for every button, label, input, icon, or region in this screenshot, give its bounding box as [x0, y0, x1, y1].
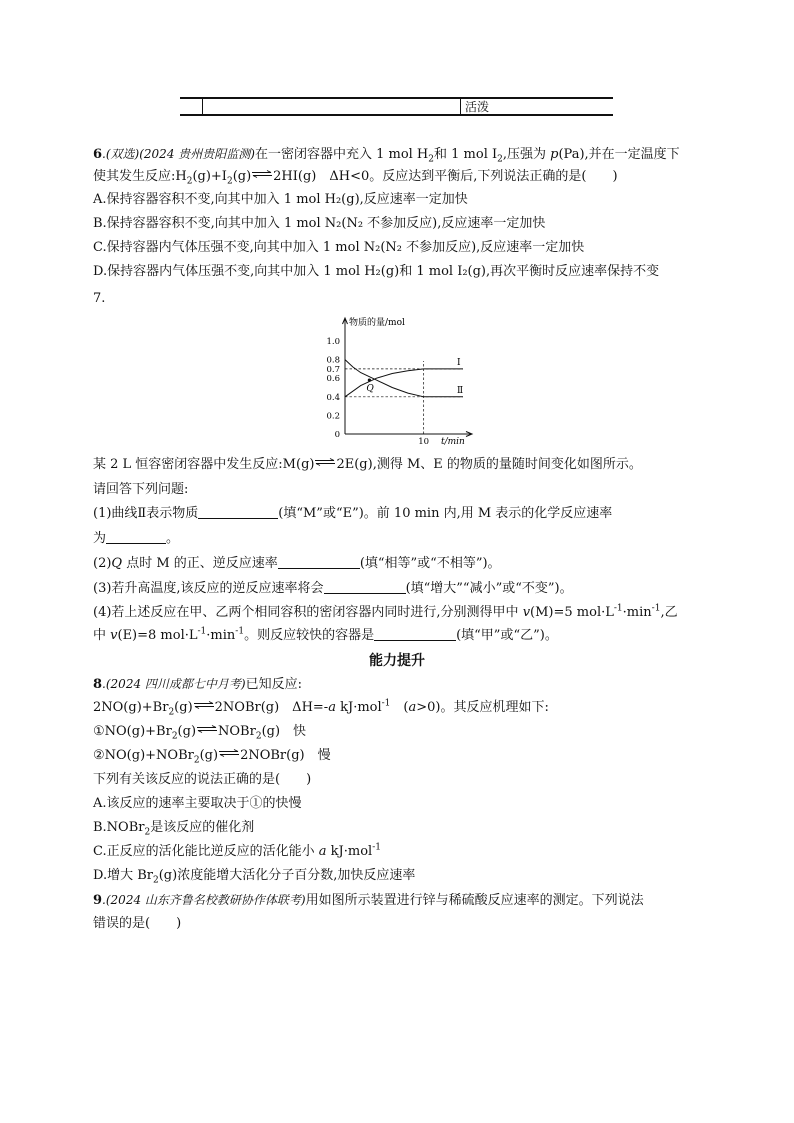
series-line-2	[345, 357, 463, 397]
q6-text: 和 1 mol I	[434, 147, 498, 162]
q7-text: (填“增大”“减小”或“不变”)。	[405, 581, 573, 596]
superscript: -1	[372, 842, 381, 853]
q7-text: (3)若升高温度,该反应的逆反应速率将会	[93, 581, 324, 596]
q8-text: 是该反应的催化剂	[150, 820, 255, 835]
q8-text: kJ·mol	[335, 700, 382, 715]
q7-text: (1)曲线Ⅱ表示物质	[93, 506, 199, 521]
q7-text: ·min	[206, 628, 236, 643]
q8-reaction	[93, 699, 549, 717]
series-label: Ⅱ	[457, 385, 464, 396]
y-tick-label: 0	[334, 430, 340, 440]
q8-text: B.NOBr	[93, 820, 145, 835]
q8-text: ②NO(g)+NOBr	[93, 748, 194, 763]
q7-part1	[93, 505, 612, 523]
q8-number: 8	[93, 677, 103, 692]
q6-option-b: B.保持容器容积不变,向其中加入 1 mol N₂(N₂ 不参加反应),反应速率一定加快	[93, 216, 546, 231]
point-q-label: Q	[366, 384, 374, 395]
rate-symbol: v	[110, 628, 118, 643]
answer-blank[interactable]	[374, 628, 456, 641]
q8-text: 2NOBr(g) ΔH=-	[214, 700, 329, 715]
q6-text: 在一密闭容器中充入 1 mol H	[254, 147, 429, 162]
q6-option-d: D.保持容器内气体压强不变,向其中加入 1 mol H₂(g)和 1 mol I₂(g),再次平衡时反应速率保持不变	[93, 264, 660, 279]
q9-stem-cont: 错误的是( )	[93, 916, 182, 931]
q7-text: (4)若上述反应在甲、乙两个相同容积的密闭容器内同时进行,分别测得甲中	[93, 605, 523, 620]
q7-part4	[93, 604, 678, 622]
q7-part3	[93, 580, 573, 598]
q8-a-symbol: a	[408, 700, 417, 715]
q7-number: 7.	[93, 291, 106, 306]
q8-text: (g)	[177, 724, 197, 739]
q6-text: (g)	[232, 169, 252, 184]
amount-vs-time-chart	[315, 307, 475, 447]
rate-symbol: v	[522, 605, 531, 620]
subscript: 2	[428, 154, 435, 165]
q7-text: (E)=8 mol·L	[117, 628, 198, 643]
q8-text: (g) 快	[261, 724, 307, 739]
q8-a-symbol: a	[318, 844, 327, 859]
subscript: 2	[186, 176, 193, 187]
q8-text: NOBr	[218, 724, 256, 739]
y-axis-label: 物质的量/mol	[349, 318, 405, 328]
q9-number: 9	[93, 893, 103, 908]
answer-blank[interactable]	[106, 531, 166, 544]
section-heading: 能力提升	[369, 653, 425, 669]
q8-text: (g)	[174, 700, 193, 715]
q8-option-b	[93, 819, 254, 837]
q8-stem	[93, 675, 302, 694]
q7-part2	[93, 555, 501, 573]
q7-text: ,乙	[660, 605, 678, 620]
subscript: 2	[171, 731, 178, 742]
point-q-marker	[368, 378, 371, 381]
q6-text: (Pa),并在一定温度下	[558, 147, 680, 162]
q7-text: 点时 M 的正、逆反应速率	[122, 556, 278, 571]
subscript: 2	[144, 827, 151, 838]
q6-text: 2HI(g) ΔH<0。反应达到平衡后,下列说法正确的是( )	[273, 169, 618, 184]
q7-text: 。则反应较快的容器是	[244, 628, 375, 643]
q8-a-symbol: a	[328, 700, 336, 715]
q8-option-c	[93, 843, 381, 861]
q7-text: (填“相等”或“不相等”)。	[359, 556, 501, 571]
q7-text: 。	[166, 531, 180, 546]
q8-text: ①NO(g)+Br	[93, 724, 172, 739]
superscript: -1	[235, 626, 245, 637]
q7-intro	[93, 456, 642, 474]
q7-point-q: Q	[111, 556, 123, 571]
q7-part4-cont	[93, 627, 558, 645]
superscript: -1	[197, 626, 207, 637]
equilibrium-arrow-icon	[218, 749, 240, 757]
q8-text: D.增大 Br	[93, 868, 153, 883]
q6-number: 6	[93, 147, 103, 162]
q6-pressure-symbol: p	[550, 147, 559, 162]
answer-blank[interactable]	[324, 581, 406, 594]
q8-mech-step2	[93, 747, 331, 765]
equilibrium-arrow-icon	[314, 458, 336, 466]
superscript: -1	[651, 603, 661, 614]
equilibrium-arrow-icon	[196, 725, 218, 733]
q8-option-d	[93, 867, 415, 885]
q8-text: (	[390, 700, 409, 715]
series-label: Ⅰ	[457, 357, 461, 368]
x-tick-label: 10	[418, 437, 430, 447]
q7-text: 某 2 L 恒容密闭容器中发生反应:M(g)	[93, 457, 315, 472]
q9-source: .(2024 山东齐鲁名校教研协作体联考)	[102, 893, 306, 907]
q7-text: 中	[93, 628, 111, 643]
q8-text: >0)。其反应机理如下:	[416, 700, 549, 715]
q9-stem	[93, 891, 644, 910]
superscript: -1	[613, 603, 623, 614]
x-axis-label: t/min	[441, 437, 465, 447]
y-tick-label: 0.4	[326, 392, 340, 403]
q7-text: (填“M”或“E”)。前 10 min 内,用 M 表示的化学反应速率	[278, 506, 613, 521]
q8-text: 已知反应:	[245, 677, 302, 692]
q8-ask: 下列有关该反应的说法正确的是( )	[93, 772, 312, 787]
q7-text: (M)=5 mol·L	[530, 605, 614, 620]
table-divider	[460, 99, 461, 114]
q6-tag: .(双选)	[102, 147, 140, 161]
subscript: 2	[255, 731, 262, 742]
partial-table	[180, 97, 613, 116]
q8-option-a: A.该反应的速率主要取决于①的快慢	[93, 796, 302, 811]
q6-text: (g)+I	[192, 169, 227, 184]
q6-stem-line2	[93, 168, 618, 186]
subscript: 2	[193, 755, 200, 766]
q8-text: (g)	[199, 748, 219, 763]
q6-source: (2024 贵州贵阳监测)	[139, 147, 255, 161]
q8-text: C.正反应的活化能比逆反应的活化能小	[93, 844, 319, 859]
q9-text: 用如图所示装置进行锌与稀硫酸反应速率的测定。下列说法	[305, 893, 644, 908]
superscript: -1	[381, 698, 391, 709]
y-tick-label: 0.7	[326, 364, 340, 375]
q8-text: 2NOBr(g) 慢	[240, 748, 331, 763]
table-divider	[202, 99, 203, 114]
q8-text: kJ·mol	[326, 844, 373, 859]
q8-text: (g)浓度能增大活化分子百分数,加快反应速率	[158, 868, 416, 883]
q6-text: ,压强为	[502, 147, 551, 162]
table-cell: 活泼	[465, 100, 490, 114]
q8-source: .(2024 四川成都七中月考)	[102, 677, 246, 691]
q7-text: 2E(g),测得 M、E 的物质的量随时间变化如图所示。	[336, 457, 642, 472]
equilibrium-arrow-icon	[251, 170, 273, 178]
q6-text: 使其发生反应:H	[93, 169, 187, 184]
y-tick-label: 0.2	[326, 411, 340, 422]
q8-text: 2NO(g)+Br	[93, 700, 169, 715]
q7-text: (填“甲”或“乙”)。	[456, 628, 558, 643]
answer-blank[interactable]	[278, 556, 360, 569]
q6-option-a: A.保持容器容积不变,向其中加入 1 mol H₂(g),反应速率一定加快	[93, 192, 468, 207]
q7-ask: 请回答下列问题:	[93, 482, 189, 497]
q6-option-c: C.保持容器内气体压强不变,向其中加入 1 mol N₂(N₂ 不参加反应),反应速率一定加快	[93, 240, 585, 255]
q7-text: (2)	[93, 556, 112, 571]
y-tick-label: 0.8	[326, 355, 340, 366]
y-tick-label: 0.6	[326, 374, 340, 385]
subscript: 2	[153, 875, 159, 886]
equilibrium-arrow-icon	[193, 701, 215, 709]
q7-part1-cont	[93, 530, 179, 548]
subscript: 2	[497, 154, 503, 165]
q7-text: ·min	[622, 605, 652, 620]
q7-text: 为	[93, 531, 107, 546]
y-tick-label: 1.0	[326, 337, 340, 347]
answer-blank[interactable]	[198, 506, 278, 519]
subscript: 2	[226, 176, 233, 187]
q8-mech-step1	[93, 723, 306, 741]
q6-stem-line1	[93, 145, 680, 164]
subscript: 2	[168, 707, 175, 718]
